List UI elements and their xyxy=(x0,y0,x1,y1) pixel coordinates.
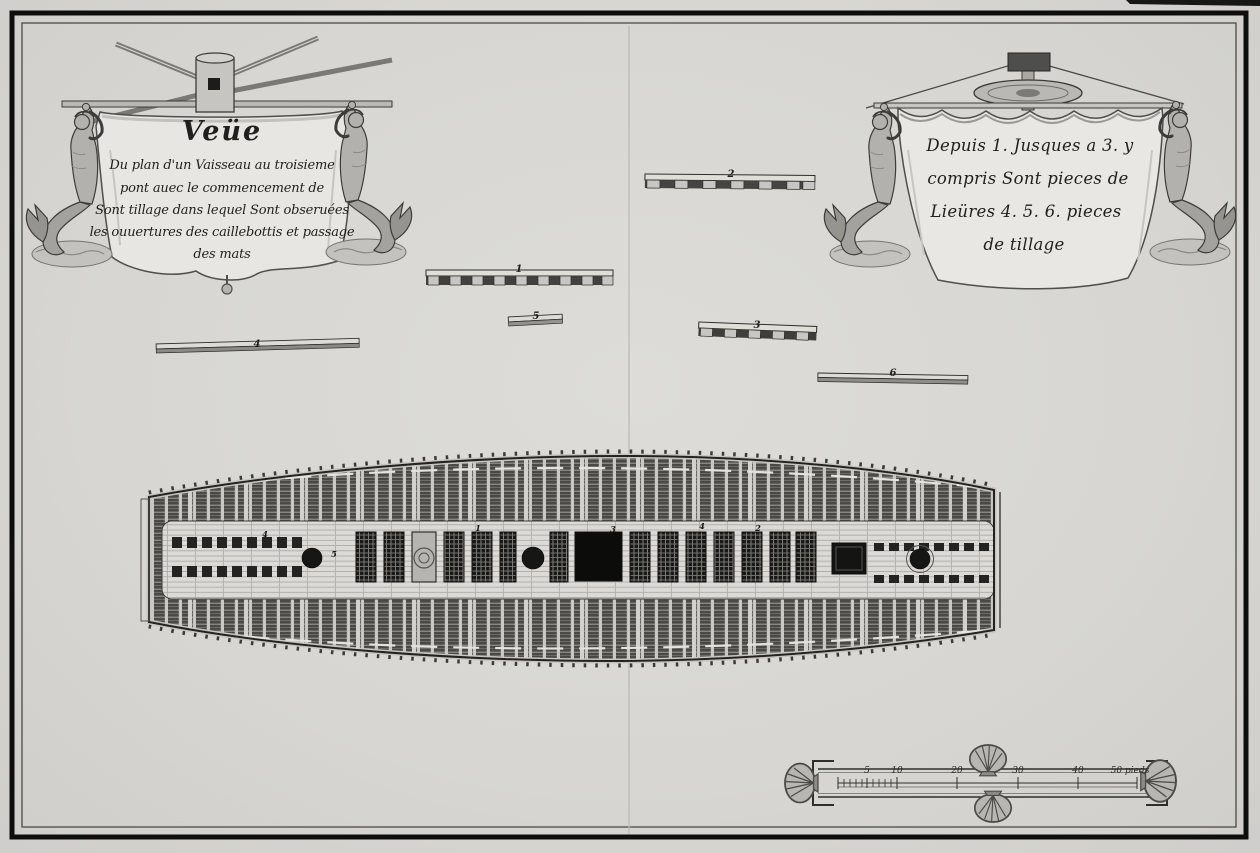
ruler xyxy=(838,777,1137,789)
deck-label-6: 2 xyxy=(755,523,761,533)
piece-5-number: 5 xyxy=(532,311,540,322)
left-cartouche-line-3: Sont tillage dans lequel Sont obseruées xyxy=(95,203,349,218)
scale-label-5: 5 xyxy=(864,766,870,776)
right-cartouche-line-4: de tillage xyxy=(983,235,1065,254)
piece-1-number: 1 xyxy=(515,264,523,275)
main-mast-hole xyxy=(522,547,544,569)
deck-label-2: 5 xyxy=(331,549,337,559)
piece-4-number: 4 xyxy=(253,339,261,350)
main-hatch xyxy=(575,532,622,581)
aft-hatch xyxy=(832,543,866,574)
gratings xyxy=(356,532,816,582)
fore-mast-hole xyxy=(910,549,930,569)
left-cartouche-line-5: des mats xyxy=(193,247,251,262)
right-cartouche-line-1: Depuis 1. Jusques a 3. y xyxy=(926,136,1134,155)
timber-piece-2 xyxy=(645,174,815,189)
masthead xyxy=(866,53,1184,110)
left-banner xyxy=(96,111,350,280)
triton-figure xyxy=(824,103,910,267)
deck-label-4: 3 xyxy=(610,524,616,534)
left-cartouche-line-1: Du plan d'un Vaisseau au troisieme xyxy=(109,158,335,173)
right-banner xyxy=(898,108,1163,289)
timber-piece-4 xyxy=(156,338,359,353)
shell-ornament xyxy=(975,791,1011,822)
timber-piece-6 xyxy=(818,373,968,384)
deck-label-3: 1 xyxy=(475,523,481,533)
piece-3-number: 3 xyxy=(753,320,761,331)
right-cartouche-line-2: compris Sont pieces de xyxy=(927,169,1129,188)
left-cartouche-title: Veüe xyxy=(181,116,263,147)
right-cartouche-art xyxy=(824,53,1235,289)
left-cartouche-line-2: pont auec le commencement de xyxy=(119,181,325,196)
right-cartouche-line-3: Lieüres 4. 5. 6. pieces xyxy=(930,202,1122,221)
deck-plan xyxy=(141,450,1000,670)
capstan xyxy=(62,38,392,122)
scale-label-30: 30 xyxy=(1012,766,1024,776)
left-cartouche-art xyxy=(26,38,411,294)
mizzen-mast-hole xyxy=(302,548,322,568)
timber-piece-5 xyxy=(508,314,562,326)
scale-label-20: 20 xyxy=(951,766,963,776)
deck-label-1: 4 xyxy=(262,529,268,539)
scale-label-50-pieds: 50 pieds xyxy=(1110,766,1150,776)
scale-label-10: 10 xyxy=(891,766,903,776)
shell-ornament xyxy=(1141,760,1176,802)
scale-label-40: 40 xyxy=(1072,766,1084,776)
deck-label-5: 4 xyxy=(699,521,705,531)
piece-6-number: 6 xyxy=(889,368,897,379)
timber-piece-3 xyxy=(698,322,816,341)
left-cartouche-line-4: les ouuertures des caillebottis et passage xyxy=(89,225,355,240)
photo-edge-mark xyxy=(1126,0,1260,6)
scale-bar-art xyxy=(785,745,1176,822)
piece-2-number: 2 xyxy=(727,169,735,180)
shell-ornament xyxy=(970,745,1006,776)
timber-piece-1 xyxy=(426,270,613,285)
